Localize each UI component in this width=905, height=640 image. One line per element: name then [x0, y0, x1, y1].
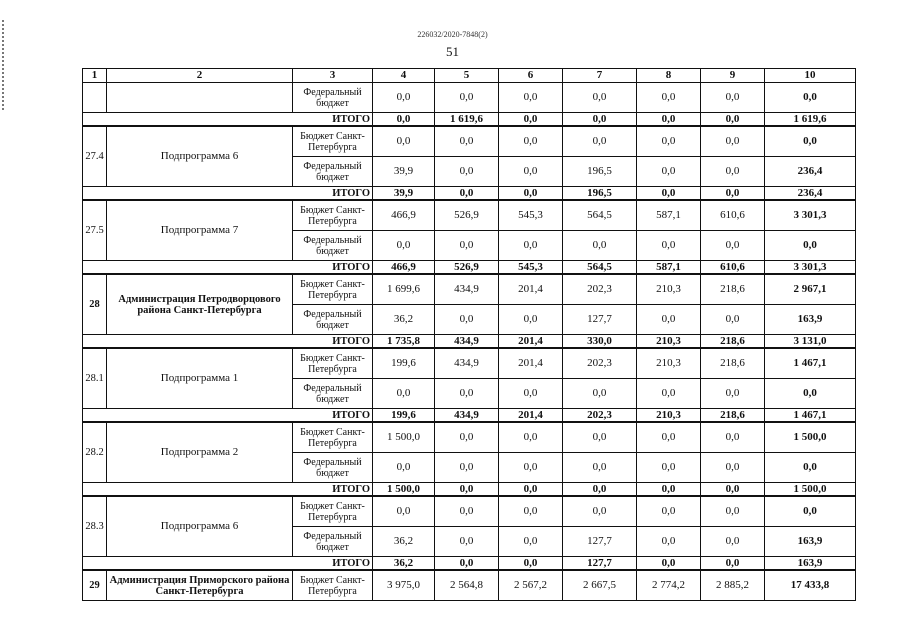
value-cell: 1 500,0 [765, 422, 856, 453]
table-row [83, 274, 856, 305]
value-cell: 0,0 [499, 231, 563, 261]
value-cell: 199,6 [373, 409, 435, 423]
value-cell: 0,0 [563, 453, 637, 483]
value-cell: 201,4 [499, 409, 563, 423]
value-cell: 0,0 [499, 83, 563, 113]
value-cell: 163,9 [765, 305, 856, 335]
value-cell: 0,0 [563, 126, 637, 157]
value-cell: 0,0 [435, 187, 499, 201]
value-cell: 0,0 [499, 453, 563, 483]
value-cell: 196,5 [563, 157, 637, 187]
source-spb: Бюджет Санкт-Петербурга [293, 570, 373, 601]
value-cell: 0,0 [373, 496, 435, 527]
value-cell: 202,3 [563, 348, 637, 379]
value-cell: 0,0 [435, 453, 499, 483]
value-cell: 0,0 [435, 305, 499, 335]
value-cell: 0,0 [435, 157, 499, 187]
value-cell: 0,0 [701, 496, 765, 527]
row-name-cell: Подпрограмма 2 [107, 422, 293, 483]
value-cell: 0,0 [637, 231, 701, 261]
value-cell: 0,0 [701, 557, 765, 571]
value-cell: 36,2 [373, 557, 435, 571]
value-cell: 0,0 [499, 557, 563, 571]
value-cell: 3 975,0 [373, 570, 435, 601]
value-cell: 526,9 [435, 261, 499, 275]
value-cell: 196,5 [563, 187, 637, 201]
value-cell: 2 967,1 [765, 274, 856, 305]
value-cell: 1 735,8 [373, 335, 435, 349]
value-cell: 564,5 [563, 200, 637, 231]
row-number-cell [83, 83, 107, 113]
value-cell: 163,9 [765, 557, 856, 571]
value-cell: 0,0 [765, 126, 856, 157]
value-cell: 236,4 [765, 157, 856, 187]
row-name-cell: Администрация Приморского района Санкт-Петербурга [107, 570, 293, 601]
value-cell: 0,0 [637, 113, 701, 127]
value-cell: 0,0 [637, 527, 701, 557]
value-cell: 545,3 [499, 261, 563, 275]
value-cell: 545,3 [499, 200, 563, 231]
value-cell: 0,0 [765, 379, 856, 409]
value-cell: 0,0 [637, 126, 701, 157]
row-number-cell: 28.3 [83, 496, 107, 557]
table-row-total [83, 335, 856, 349]
value-cell: 0,0 [563, 83, 637, 113]
value-cell: 39,9 [373, 157, 435, 187]
value-cell: 0,0 [499, 187, 563, 201]
value-cell: 202,3 [563, 409, 637, 423]
value-cell: 2 885,2 [701, 570, 765, 601]
value-cell: 0,0 [701, 126, 765, 157]
value-cell: 587,1 [637, 200, 701, 231]
table-row [83, 126, 856, 157]
row-name-cell: Подпрограмма 6 [107, 126, 293, 187]
value-cell: 0,0 [499, 483, 563, 497]
value-cell: 2 774,2 [637, 570, 701, 601]
value-cell: 0,0 [765, 231, 856, 261]
value-cell: 0,0 [637, 453, 701, 483]
value-cell: 202,3 [563, 274, 637, 305]
value-cell: 0,0 [637, 483, 701, 497]
row-name-cell: Подпрограмма 7 [107, 200, 293, 261]
value-cell: 0,0 [563, 483, 637, 497]
source-federal: Федеральный бюджет [293, 231, 373, 261]
value-cell: 0,0 [637, 305, 701, 335]
value-cell: 0,0 [435, 422, 499, 453]
itogo-label: ИТОГО [83, 187, 373, 201]
value-cell: 610,6 [701, 261, 765, 275]
itogo-label: ИТОГО [83, 335, 373, 349]
table-row [83, 200, 856, 231]
value-cell: 1 467,1 [765, 348, 856, 379]
source-federal: Федеральный бюджет [293, 379, 373, 409]
value-cell: 0,0 [373, 379, 435, 409]
value-cell: 127,7 [563, 527, 637, 557]
value-cell: 0,0 [701, 483, 765, 497]
value-cell: 1 467,1 [765, 409, 856, 423]
value-cell: 0,0 [499, 305, 563, 335]
table-row [83, 570, 856, 601]
table-row-total [83, 187, 856, 201]
row-number-cell: 29 [83, 570, 107, 601]
itogo-label: ИТОГО [83, 557, 373, 571]
value-cell: 0,0 [637, 83, 701, 113]
value-cell: 127,7 [563, 557, 637, 571]
row-name-cell [107, 83, 293, 113]
value-cell: 0,0 [563, 422, 637, 453]
value-cell: 610,6 [701, 200, 765, 231]
value-cell: 0,0 [499, 379, 563, 409]
page-number: 51 [446, 44, 459, 59]
source-spb: Бюджет Санкт-Петербурга [293, 496, 373, 527]
value-cell: 0,0 [499, 496, 563, 527]
value-cell: 1 699,6 [373, 274, 435, 305]
itogo-label: ИТОГО [83, 113, 373, 127]
source-spb: Бюджет Санкт-Петербурга [293, 274, 373, 305]
column-header: 2 [107, 69, 293, 83]
table-row [83, 348, 856, 379]
value-cell: 218,6 [701, 348, 765, 379]
value-cell: 0,0 [563, 231, 637, 261]
value-cell: 1 619,6 [435, 113, 499, 127]
value-cell: 199,6 [373, 348, 435, 379]
value-cell: 17 433,8 [765, 570, 856, 601]
table-header-row [83, 69, 856, 83]
value-cell: 0,0 [435, 379, 499, 409]
value-cell: 0,0 [637, 157, 701, 187]
value-cell: 210,3 [637, 274, 701, 305]
table-row-total [83, 409, 856, 423]
value-cell: 1 619,6 [765, 113, 856, 127]
value-cell: 0,0 [637, 422, 701, 453]
value-cell: 434,9 [435, 348, 499, 379]
value-cell: 163,9 [765, 527, 856, 557]
itogo-label: ИТОГО [83, 483, 373, 497]
row-name-cell: Подпрограмма 6 [107, 496, 293, 557]
value-cell: 0,0 [765, 83, 856, 113]
value-cell: 0,0 [701, 422, 765, 453]
value-cell: 1 500,0 [765, 483, 856, 497]
value-cell: 0,0 [701, 305, 765, 335]
value-cell: 3 301,3 [765, 261, 856, 275]
column-header: 1 [83, 69, 107, 83]
value-cell: 210,3 [637, 409, 701, 423]
value-cell: 0,0 [637, 187, 701, 201]
source-spb: Бюджет Санкт-Петербурга [293, 126, 373, 157]
value-cell: 0,0 [373, 83, 435, 113]
value-cell: 36,2 [373, 305, 435, 335]
value-cell: 0,0 [701, 379, 765, 409]
value-cell: 0,0 [435, 126, 499, 157]
value-cell: 201,4 [499, 348, 563, 379]
value-cell: 218,6 [701, 409, 765, 423]
column-header: 8 [637, 69, 701, 83]
source-federal: Федеральный бюджет [293, 83, 373, 113]
value-cell: 1 500,0 [373, 483, 435, 497]
table-row [83, 496, 856, 527]
source-spb: Бюджет Санкт-Петербурга [293, 200, 373, 231]
row-number-cell: 28 [83, 274, 107, 335]
source-federal: Федеральный бюджет [293, 527, 373, 557]
value-cell: 0,0 [701, 83, 765, 113]
table-row-total [83, 483, 856, 497]
value-cell: 1 500,0 [373, 422, 435, 453]
value-cell: 0,0 [765, 453, 856, 483]
value-cell: 0,0 [499, 113, 563, 127]
value-cell: 526,9 [435, 200, 499, 231]
value-cell: 0,0 [701, 453, 765, 483]
table-row [83, 422, 856, 453]
value-cell: 0,0 [373, 113, 435, 127]
source-spb: Бюджет Санкт-Петербурга [293, 348, 373, 379]
value-cell: 0,0 [499, 157, 563, 187]
table-row [83, 83, 856, 113]
column-header: 5 [435, 69, 499, 83]
value-cell: 0,0 [701, 113, 765, 127]
value-cell: 434,9 [435, 335, 499, 349]
column-header: 6 [499, 69, 563, 83]
value-cell: 218,6 [701, 335, 765, 349]
value-cell: 0,0 [563, 496, 637, 527]
value-cell: 210,3 [637, 335, 701, 349]
value-cell: 0,0 [637, 496, 701, 527]
value-cell: 0,0 [435, 496, 499, 527]
value-cell: 466,9 [373, 261, 435, 275]
value-cell: 0,0 [373, 453, 435, 483]
table-row-total [83, 113, 856, 127]
value-cell: 0,0 [435, 557, 499, 571]
row-name-cell: Администрация Петродворцового района Санкт-Петербурга [107, 274, 293, 335]
row-number-cell: 27.4 [83, 126, 107, 187]
value-cell: 236,4 [765, 187, 856, 201]
value-cell: 434,9 [435, 409, 499, 423]
value-cell: 218,6 [701, 274, 765, 305]
column-header: 9 [701, 69, 765, 83]
source-spb: Бюджет Санкт-Петербурга [293, 422, 373, 453]
value-cell: 0,0 [499, 527, 563, 557]
value-cell: 466,9 [373, 200, 435, 231]
value-cell: 127,7 [563, 305, 637, 335]
value-cell: 3 301,3 [765, 200, 856, 231]
value-cell: 564,5 [563, 261, 637, 275]
value-cell: 39,9 [373, 187, 435, 201]
value-cell: 587,1 [637, 261, 701, 275]
row-number-cell: 27.5 [83, 200, 107, 261]
row-number-cell: 28.1 [83, 348, 107, 409]
document-registration-number: 226032/2020-7848(2) [417, 30, 488, 39]
value-cell: 0,0 [435, 83, 499, 113]
value-cell: 0,0 [499, 422, 563, 453]
table-row-total [83, 261, 856, 275]
source-federal: Федеральный бюджет [293, 453, 373, 483]
value-cell: 0,0 [701, 231, 765, 261]
value-cell: 0,0 [701, 527, 765, 557]
value-cell: 2 564,8 [435, 570, 499, 601]
value-cell: 0,0 [373, 126, 435, 157]
value-cell: 0,0 [701, 157, 765, 187]
budget-table [82, 68, 856, 601]
value-cell: 2 667,5 [563, 570, 637, 601]
source-federal: Федеральный бюджет [293, 305, 373, 335]
value-cell: 0,0 [701, 187, 765, 201]
value-cell: 201,4 [499, 335, 563, 349]
value-cell: 0,0 [435, 483, 499, 497]
source-federal: Федеральный бюджет [293, 157, 373, 187]
column-header: 7 [563, 69, 637, 83]
value-cell: 0,0 [435, 231, 499, 261]
value-cell: 0,0 [765, 496, 856, 527]
column-header: 3 [293, 69, 373, 83]
value-cell: 0,0 [563, 379, 637, 409]
margin-scan-mark [2, 20, 12, 110]
value-cell: 201,4 [499, 274, 563, 305]
value-cell: 434,9 [435, 274, 499, 305]
itogo-label: ИТОГО [83, 409, 373, 423]
value-cell: 0,0 [563, 113, 637, 127]
column-header: 4 [373, 69, 435, 83]
value-cell: 36,2 [373, 527, 435, 557]
row-name-cell: Подпрограмма 1 [107, 348, 293, 409]
value-cell: 0,0 [373, 231, 435, 261]
value-cell: 0,0 [637, 557, 701, 571]
value-cell: 0,0 [637, 379, 701, 409]
value-cell: 2 567,2 [499, 570, 563, 601]
value-cell: 210,3 [637, 348, 701, 379]
value-cell: 3 131,0 [765, 335, 856, 349]
value-cell: 330,0 [563, 335, 637, 349]
column-header: 10 [765, 69, 856, 83]
row-number-cell: 28.2 [83, 422, 107, 483]
value-cell: 0,0 [499, 126, 563, 157]
table-row-total [83, 557, 856, 571]
value-cell: 0,0 [435, 527, 499, 557]
itogo-label: ИТОГО [83, 261, 373, 275]
